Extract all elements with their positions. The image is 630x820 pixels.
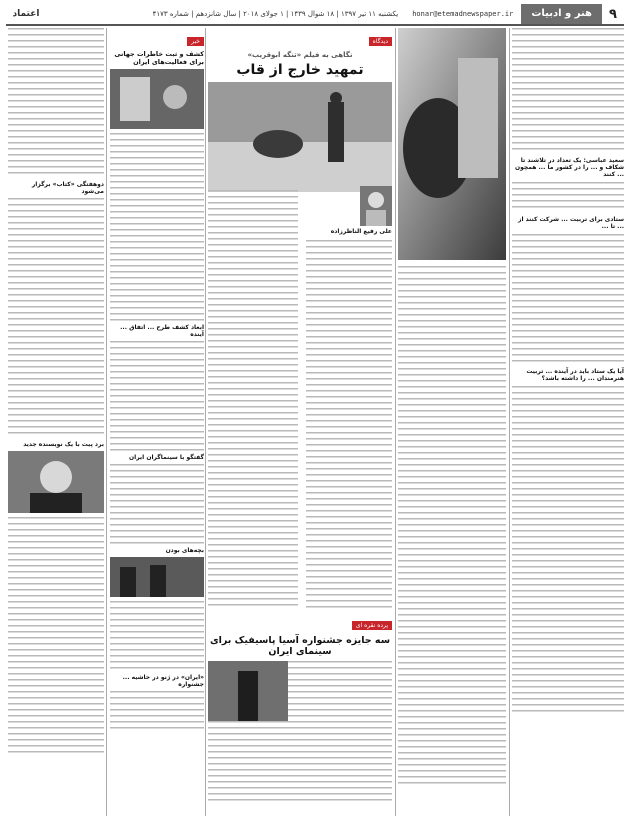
news-text [8, 198, 104, 438]
newspaper-logo: اعتماد [12, 9, 40, 19]
column-2 [398, 28, 506, 816]
news-head-5: گفتگو با سینماگران ایران [129, 454, 204, 461]
page-number: ۹ [609, 6, 617, 22]
author-box [306, 186, 392, 236]
news-text [110, 133, 204, 321]
left-news-column [110, 28, 204, 816]
article-text [512, 234, 624, 364]
article-text [512, 182, 624, 212]
author-name: علی رفیع الناظرزاده [330, 228, 392, 235]
asia-tag: پرده نقره ای [352, 621, 392, 630]
feature-tag: دیدگاه [369, 37, 392, 46]
article-text [512, 386, 624, 716]
feature-text-left [208, 190, 298, 610]
column-divider [509, 28, 510, 816]
news-head-1: کشف و ثبت خاطرات جهانی برای فعالیت‌های ایران [114, 50, 204, 66]
feature-kicker: نگاهی به فیلم «تنگه ابوقریب» [247, 51, 353, 59]
news-tag: خبر [187, 37, 204, 46]
highlight-1: سعید عباسی: یک تعداد در تلاشند تا شکاف و ... را در کشور ما ... همچون ... کنند [515, 157, 624, 178]
page-header [6, 4, 624, 26]
news-head-4: برد پیت با یک نویسنده جدید [23, 441, 104, 448]
news-text [110, 341, 204, 451]
news-head-6: بچه‌های بودن [165, 547, 204, 554]
column-divider [106, 28, 107, 816]
far-left-column [8, 28, 104, 816]
news-head-8: «ایران» در ژنو در حاشیه ... جشنواره [122, 674, 204, 688]
highlight-2: ستادی برای تربیت ... شرکت کنند از ... تا ... [518, 216, 624, 230]
war-scene-photo-icon [208, 82, 392, 192]
dateline: یکشنبه ۱۱ تیر ۱۳۹۷ | ۱۸ شوال ۱۴۳۹ | ۱ جولای ۲۰۱۸ | سال شانزدهم | شماره ۴۱۷۳ [152, 10, 399, 18]
news-text [8, 517, 104, 757]
feature-text-right [306, 240, 392, 610]
brad-pitt-photo-icon [8, 451, 104, 513]
column-divider [395, 28, 396, 816]
stage-photo-icon [110, 69, 204, 129]
news-text [110, 601, 204, 671]
cinema-photo-icon [110, 557, 204, 597]
column-divider [205, 28, 206, 816]
actress-photo-icon [208, 661, 288, 721]
author-photo-icon [360, 186, 392, 226]
news-text [110, 464, 204, 544]
highlight-3: آیا یک ستاد باید در آینده ... تربیت هنرمندان ... را داشته باشد؟ [526, 368, 624, 382]
woman-photo-icon [398, 28, 506, 260]
section-email[interactable]: honar@etemadnewspaper.ir [412, 10, 514, 18]
article-text [512, 28, 624, 153]
article-text [398, 266, 506, 786]
asia-title: سه جایزه جشنواره آسیا پاسیفیک برای سینمای ایران [209, 635, 391, 657]
news-head-2: دوهفتگی «کتاب» برگزار می‌شود [31, 181, 104, 195]
news-head-3: ابعاد کشف طرح ... اتفاق ... آینده [120, 324, 204, 338]
news-text [110, 691, 204, 731]
section-title: هنر و ادبیات [521, 4, 602, 24]
right-column [512, 28, 624, 816]
asia-pacific-article [208, 612, 392, 816]
feature-title: تمهید خارج از قاب [236, 62, 364, 78]
news-text [8, 28, 104, 178]
photo-woman [398, 28, 506, 260]
